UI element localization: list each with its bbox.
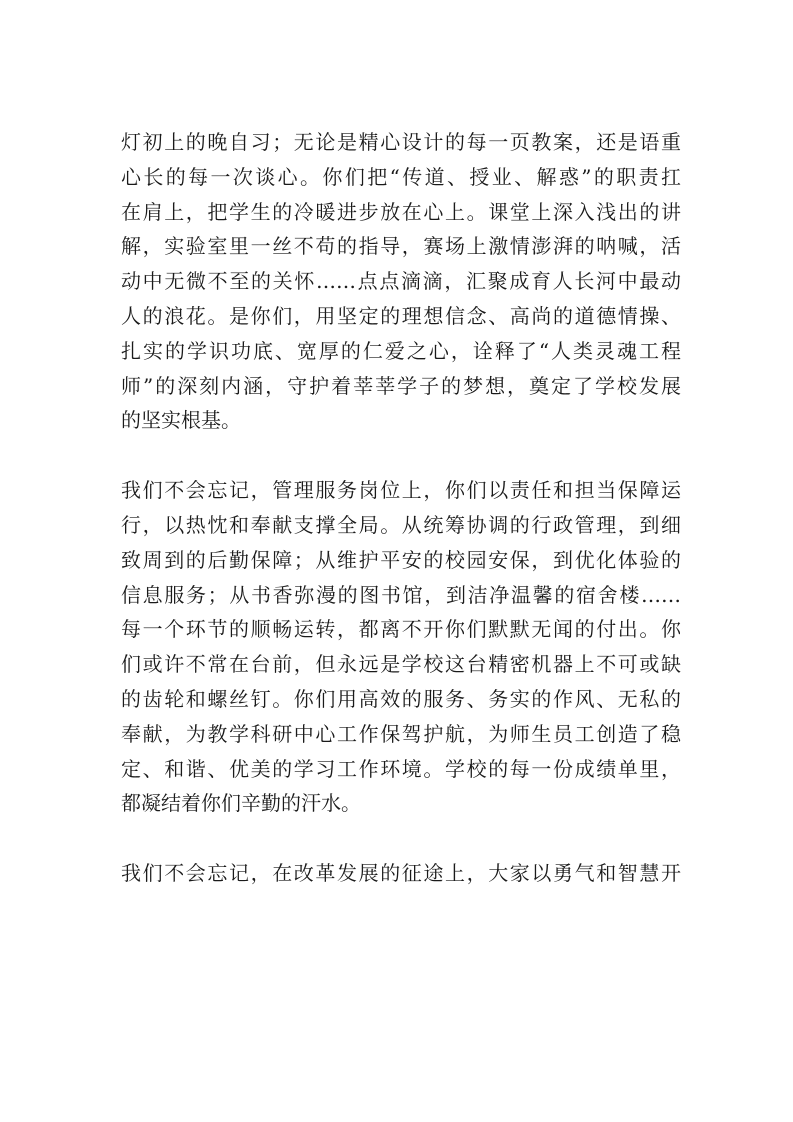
paragraph-spacer [121, 438, 681, 473]
text-line: 我们不会忘记，管理服务岗位上，你们以责任和担当保障运 [121, 478, 681, 503]
paragraph-management-service [121, 473, 681, 821]
text-line: 扎实的学识功底、宽厚的仁爱之心，诠释了“人类灵魂工程 [121, 338, 681, 363]
text-line: 解，实验室里一丝不苟的指导，赛场上激情澎湃的呐喊，活 [121, 234, 681, 259]
text-line: 们或许不常在台前，但永远是学校这台精密机器上不可或缺 [121, 652, 681, 677]
text-line: 定、和谐、优美的学习工作环境。学校的每一份成绩单里， [121, 756, 681, 781]
text-line: 我们不会忘记，在改革发展的征途上，大家以勇气和智慧开 [121, 861, 681, 886]
text-line: 都凝结着你们辛勤的汗水。 [121, 791, 361, 816]
paragraph-reform-development [121, 856, 681, 891]
text-line: 的坚实根基。 [121, 408, 241, 433]
text-line: 致周到的后勤保障；从维护平安的校园安保，到优化体验的 [121, 547, 681, 572]
text-line: 行，以热忱和奉献支撑全局。从统筹协调的行政管理，到细 [121, 512, 681, 537]
text-line: 灯初上的晚自习；无论是精心设计的每一页教案，还是语重 [121, 130, 681, 154]
text-line: 的齿轮和螺丝钉。你们用高效的服务、务实的作风、无私的 [121, 686, 681, 711]
text-line: 在肩上，把学生的冷暖进步放在心上。课堂上深入浅出的讲 [121, 199, 681, 224]
text-line: 动中无微不至的关怀……点点滴滴，汇聚成育人长河中最动 [121, 269, 681, 294]
text-line: 人的浪花。是你们，用坚定的理想信念、高尚的道德情操、 [121, 303, 681, 328]
paragraph-teachers [121, 125, 681, 438]
text-line: 师”的深刻内涵，守护着莘莘学子的梦想，奠定了学校发展 [121, 373, 681, 398]
paragraph-spacer [121, 821, 681, 856]
text-line: 每一个环节的顺畅运转，都离不开你们默默无闻的付出。你 [121, 617, 681, 642]
document-body [121, 125, 681, 891]
text-line: 信息服务；从书香弥漫的图书馆，到洁净温馨的宿舍楼…… [121, 582, 681, 607]
text-line: 奉献，为教学科研中心工作保驾护航，为师生员工创造了稳 [121, 721, 681, 746]
text-line: 心长的每一次谈心。你们把“传道、授业、解惑”的职责扛 [121, 164, 681, 189]
